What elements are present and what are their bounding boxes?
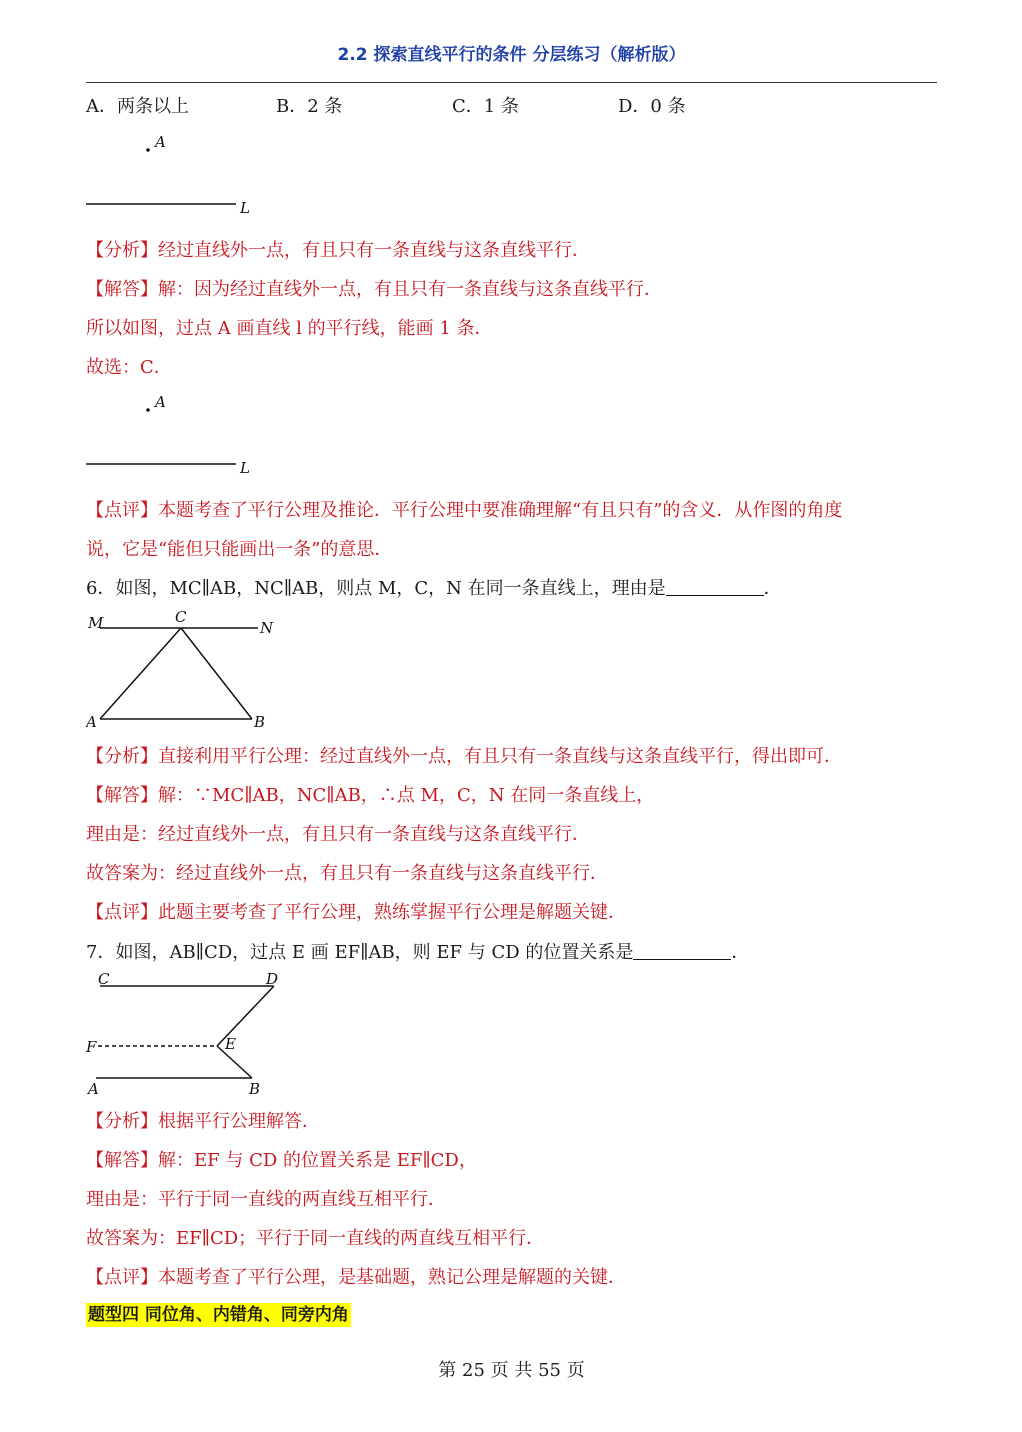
q7-answer-blank xyxy=(633,941,731,960)
figure-point-line-2 xyxy=(86,388,286,483)
label-b: B xyxy=(254,713,266,731)
page-header-title: 2.2 探索直线平行的条件 分层练习（解析版） xyxy=(337,45,686,65)
label-f: F xyxy=(86,1038,97,1056)
figure-parallel-lines xyxy=(86,968,296,1098)
q7-analysis: 【分析】根据平行公理解答． xyxy=(86,1111,320,1132)
q6-answer-blank xyxy=(666,577,764,596)
label-a: A xyxy=(88,1080,99,1098)
option-b: B．2 条 xyxy=(276,96,343,117)
q7-solution-2: 理由是：平行于同一直线的两直线互相平行． xyxy=(86,1189,446,1210)
q7-question-text: 7．如图，AB∥CD，过点 E 画 EF∥AB，则 EF 与 CD 的位置关系是 xyxy=(86,942,634,963)
q6-question xyxy=(86,574,946,600)
q7-comment: 【点评】本题考查了平行公理，是基础题，熟记公理是解题的关键． xyxy=(86,1267,626,1288)
label-c: C xyxy=(98,970,110,988)
figure-triangle xyxy=(86,606,286,731)
q5-solution-2: 所以如图，过点 A 画直线 l 的平行线，能画 1 条． xyxy=(86,318,493,339)
q7-answer: 故答案为：EF∥CD；平行于同一直线的两直线互相平行． xyxy=(86,1228,545,1249)
label-d: D xyxy=(266,970,279,988)
label-c: C xyxy=(175,608,187,626)
label-n: N xyxy=(260,619,274,637)
q6-answer: 故答案为：经过直线外一点，有且只有一条直线与这条直线平行． xyxy=(86,863,608,884)
q6-comment: 【点评】此题主要考查了平行公理，熟练掌握平行公理是解题关键． xyxy=(86,902,626,923)
q5-comment-1: 【点评】本题考查了平行公理及推论．平行公理中要准确理解“有且只有”的含义．从作图的角度 xyxy=(86,500,843,521)
q7-question-end: ． xyxy=(731,942,750,963)
figure-point-line-1 xyxy=(86,128,286,223)
label-l: L xyxy=(240,459,250,477)
option-d: D．0 条 xyxy=(618,96,686,117)
page-number: 第 25 页 共 55 页 xyxy=(438,1360,585,1381)
label-a: A xyxy=(155,393,166,411)
q6-question-end: ． xyxy=(763,578,782,599)
option-c: C．1 条 xyxy=(452,96,519,117)
q7-question xyxy=(86,938,946,964)
q5-solution-1: 【解答】解：因为经过直线外一点，有且只有一条直线与这条直线平行． xyxy=(86,279,662,300)
point-a xyxy=(146,148,150,152)
section-title: 题型四 同位角、内错角、同旁内角 xyxy=(88,1305,349,1325)
segment-ca xyxy=(100,628,181,719)
label-e: E xyxy=(225,1035,236,1053)
label-a: A xyxy=(155,133,166,151)
q7-solution-1: 【解答】解：EF 与 CD 的位置关系是 EF∥CD， xyxy=(86,1150,477,1171)
point-a xyxy=(146,408,150,412)
option-a: A．两条以上 xyxy=(86,96,189,117)
label-a: A xyxy=(86,713,97,731)
label-m: M xyxy=(88,614,104,632)
q5-comment-2: 说，它是“能但只能画出一条”的意思． xyxy=(86,539,393,560)
segment-cb xyxy=(181,628,252,719)
q5-analysis: 【分析】经过直线外一点，有且只有一条直线与这条直线平行． xyxy=(86,240,590,261)
q6-solution-1: 【解答】解：∵MC∥AB，NC∥AB，∴点 M，C，N 在同一条直线上， xyxy=(86,785,655,806)
label-l: L xyxy=(240,199,250,217)
header-divider xyxy=(86,82,937,83)
q5-choice: 故选：C． xyxy=(86,357,172,378)
q6-solution-2: 理由是：经过直线外一点，有且只有一条直线与这条直线平行． xyxy=(86,824,590,845)
label-b: B xyxy=(249,1080,261,1098)
q6-question-text: 6．如图，MC∥AB，NC∥AB，则点 M，C，N 在同一条直线上，理由是 xyxy=(86,578,666,599)
section-heading xyxy=(86,1300,946,1325)
q6-analysis: 【分析】直接利用平行公理：经过直线外一点，有且只有一条直线与这条直线平行，得出即可． xyxy=(86,746,842,767)
